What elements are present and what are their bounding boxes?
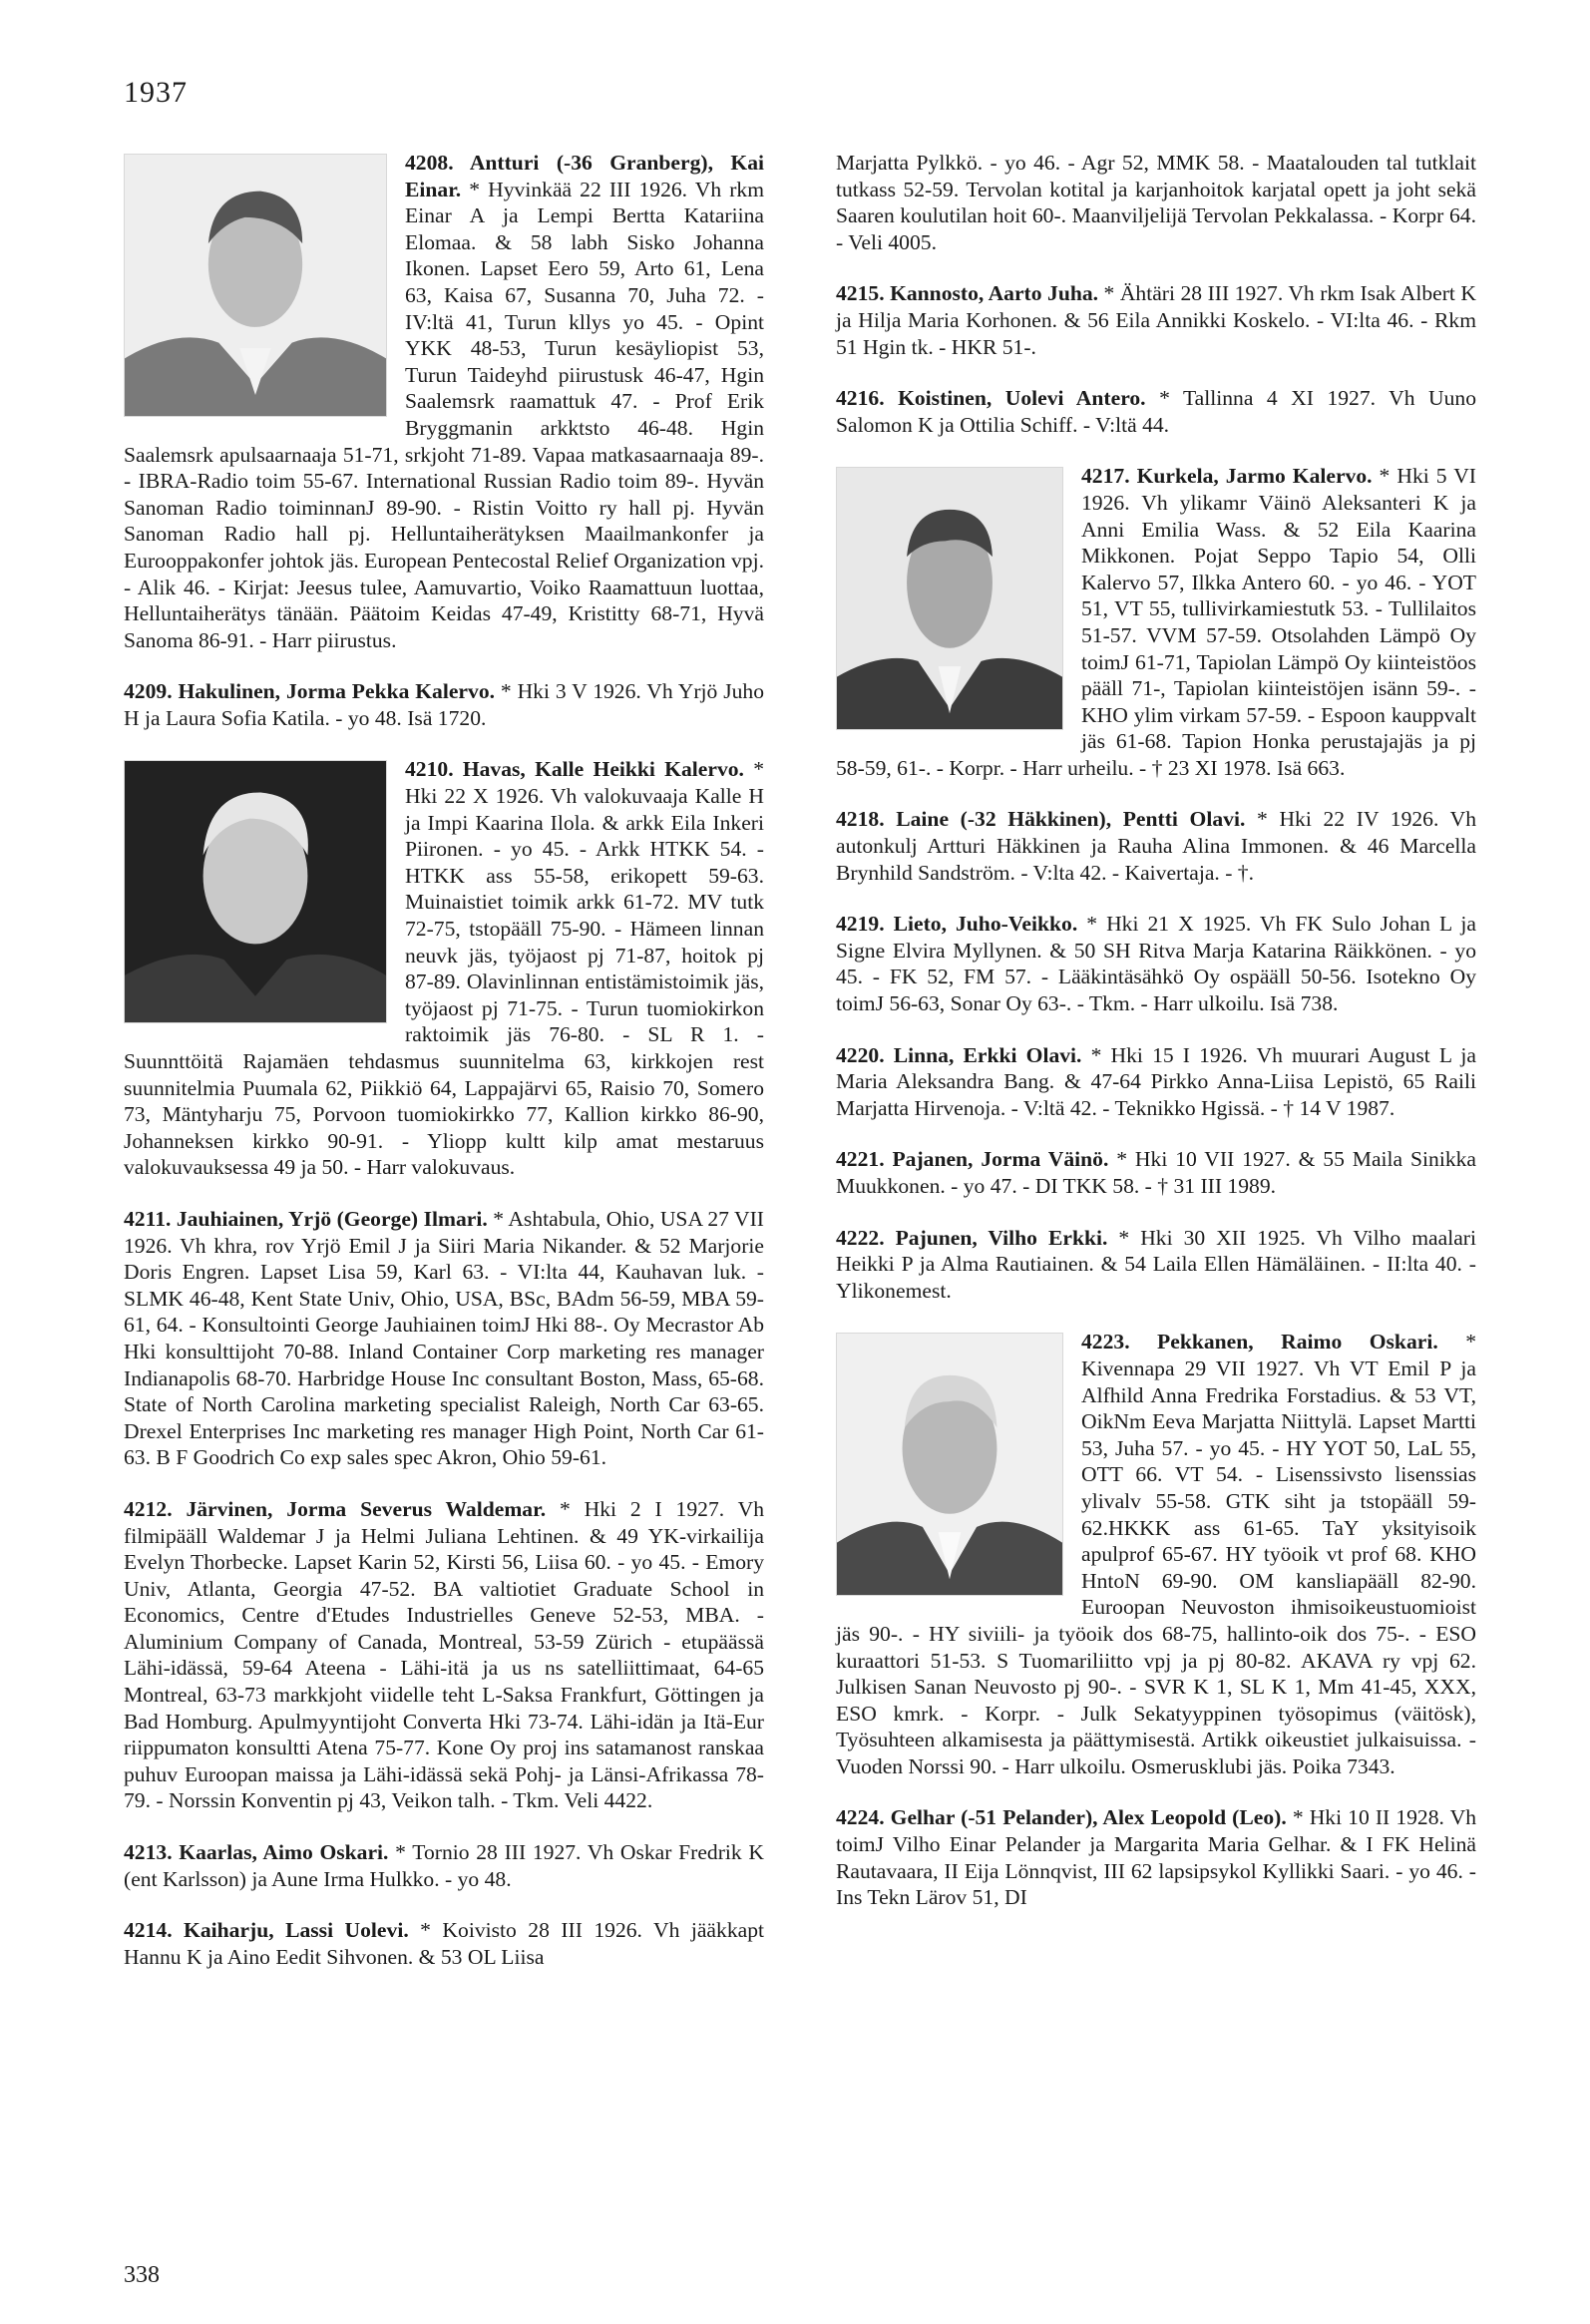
entry-body: * Hki 5 VI 1926. Vh ylikamr Väinö Aleksanteri K ja Anni Emilia Wass. & 52 Eila Kaarina Mikkonen. Pojat Seppo Tapio 54, Olli Kalervo 57, Ilkka Antero 60. - yo 46. - YOT 51, VT 55, tullivirkamiestutk 53. - Tullilaitos 51-57. VVM 57-59. Otsolahden Lämpö Oy toimJ 61-71, Tapiolan Lämpö Oy kiinteistöos pääll 71-, Tapiolan kiinteistöjen isänn 59-. - KHO ylim virkam 57-59. - Espoon kauppvalt jäs 61-68. Tapion Honka perustajajäs ja pj 58-59, 61-. - Korpr. - Harr urheilu. - † 23 XI 1978. Isä 663. bbox=[836, 464, 1476, 780]
entry-4222 bbox=[836, 1225, 1476, 1305]
entry-4217 bbox=[836, 463, 1476, 781]
entry-body: * Ashtabula, Ohio, USA 27 VII 1926. Vh khra, rov Yrjö Emil J ja Siiri Maria Nikander. & 52 Marjorie Doris Engren. Lapset Lisa 59, Karl 63. - VI:lta 44, Kauhavan luk. - SLMK 46-48, Kent State Univ, Ohio, USA, BSc, BAdm 56-59, MBA 59-61, 64. - Konsultointi George Jauhiainen toimJ Hki 88-. Oy Mecrastor Ab Hki konsulttijoht 70-88. Inland Container Corp marketing res manager Indianapolis 68-70. Harbridge House Inc consultant Boston, Mass, 65-68. State of North Carolina marketing specialist Raleigh, North Car 63-65. Drexel Enterprises Inc marketing res manager High Point, North Car 61-63. B F Goodrich Co exp sales spec Akron, Ohio 59-61. bbox=[124, 1206, 764, 1470]
entry-body: * Hki 3 V 1926. Vh Yrjö Juho H ja Laura Sofia Katila. - yo 48. Isä 1720. bbox=[124, 679, 764, 730]
entry-head: 4220. Linna, Erkki Olavi. bbox=[836, 1042, 1082, 1067]
entry-body: * Hki 30 XII 1925. Vh Vilho maalari Heikki P ja Alma Rautiainen. & 54 Laila Ellen Hämäläinen. - II:lta 40. - Ylikonemest. bbox=[836, 1225, 1476, 1303]
entry-body: * Tallinna 4 XI 1927. Vh Uuno Salomon K ja Ottilia Schiff. - V:ltä 44. bbox=[836, 386, 1476, 437]
entry-head: 4215. Kannosto, Aarto Juha. bbox=[836, 281, 1099, 306]
entry-body: * Kivennapa 29 VII 1927. Vh VT Emil P ja Alfhild Anna Fredrika Forstadius. & 53 VT, OikNm Eeva Marjatta Niittylä. Lapset Martti 53, Juha 57. - yo 45. - HY YOT 50, LaL 55, OTT 66. VT 54. - Lisenssivsto lisenssias ylivalv 55-58. GTK siht ja tstopääll 59-62.HKKK ass 61-65. TaY yksityisoik apulprof 65-67. HY työoik vt prof 68. KHO HntoN 69-90. OM kansliapääll 82-90. Euroopan Neuvoston ihmisoikeustuomioist jäs 90-. - HY siviili- ja työoik dos 68-75, hallinto-oik dos 75-. - ESO kuraattori 51-53. S Tuomariliitto vpj ja pj 80-82. AKAVA ry vpj 62. Julkisen Sanan Neuvosto pj 90-. - SVR K 1, SL K 1, Mm 41-45, XXX, ESO kmrk. - Korpr. - Julk Sekatyyppinen työsopimus (väitösk), Työsuhteen alkamisesta ja päättymisestä. Artikk oikeustiet julkaisuissa. - Vuoden Norssi 90. - Harr ulkoilu. Osmerusklubi jäs. Poika 7343. bbox=[836, 1330, 1476, 1778]
entry-body: * Hki 2 I 1927. Vh filmipääll Waldemar J ja Helmi Juliana Lehtinen. & 49 YK-virkailija Evelyn Thorbecke. Lapset Karin 52, Kirsti 56, Liisa 60. - yo 45. - Emory Univ, Atlanta, Georgia 47-52. BA valtiotiet Graduate School in Economics, Centre d'Etudes Industrielles Geneve 52-53, MBA. - Aluminium Company of Canada, Montreal, 53-59 Zürich - etupäässä Lähi-idässä, 59-64 Ateena - Lähi-itä ja us ns satelliittimaat, 64-65 Montreal, 63-73 markkjoht viidelle teht L-Saksa Frankfurt, Göttingen ja Bad Homburg. Apulmyyntijoht Converta Hki 73-74. Lähi-idän ja Itä-Eur riippumaton konsultti Atena 75-77. Kone Oy proj ins satamanost ranskaa puhuv Euroopan maissa ja Lähi-idässä sekä Pohj- ja Länsi-Afrikassa 78-79. - Norssin Konventin pj 43, Veikon talh. - Tkm. Veli 4422. bbox=[124, 1496, 764, 1813]
entry-4220 bbox=[836, 1042, 1476, 1122]
entry-head: 4211. Jauhiainen, Yrjö (George) Ilmari. bbox=[124, 1206, 488, 1231]
right-column bbox=[836, 150, 1476, 1936]
entry-4214 bbox=[124, 1917, 764, 1970]
entry-body: * Hki 10 II 1928. Vh toimJ Vilho Einar Pelander ja Margarita Maria Gelhar. & I FK Helinä Rautavaara, II Eija Lönnqvist, III 62 lapsipsykol Kyllikki Saari. - yo 46. - Ins Tekn Lärov 51, DI bbox=[836, 1805, 1476, 1910]
entry-4221 bbox=[836, 1146, 1476, 1199]
entry-head: 4208. Antturi (-36 Granberg), Kai Einar. bbox=[405, 151, 764, 201]
entry-4215 bbox=[836, 280, 1476, 360]
portrait-photo-4223 bbox=[836, 1333, 1063, 1596]
entry-head: 4219. Lieto, Juho-Veikko. bbox=[836, 912, 1078, 937]
entry-head: 4218. Laine (-32 Häkkinen), Pentti Olavi. bbox=[836, 807, 1246, 832]
entry-4213 bbox=[124, 1839, 764, 1892]
entry-head: 4213. Kaarlas, Aimo Oskari. bbox=[124, 1840, 389, 1865]
entry-4216 bbox=[836, 385, 1476, 438]
entry-head: 4222. Pajunen, Vilho Erkki. bbox=[836, 1225, 1108, 1250]
entry-4210 bbox=[124, 756, 764, 1181]
entry-4209 bbox=[124, 678, 764, 731]
entry-head: 4209. Hakulinen, Jorma Pekka Kalervo. bbox=[124, 679, 496, 704]
entry-body: * Hki 21 X 1925. Vh FK Sulo Johan L ja Signe Elvira Myllynen. & 50 SH Ritva Marja Katarina Räikkönen. - yo 45. - FK 52, FM 57. - Lääkintäsähkö Oy ospääll 50-56. Isotekno Oy toimJ 56-63, Sonar Oy 63-. - Tkm. - Harr ulkoilu. Isä 738. bbox=[836, 912, 1476, 1016]
portrait-photo-4210 bbox=[124, 760, 387, 1023]
entry-head: 4214. Kaiharju, Lassi Uolevi. bbox=[124, 1918, 409, 1943]
entry-4223 bbox=[836, 1329, 1476, 1779]
entry-body: * Hki 22 X 1926. Vh valokuvaaja Kalle H ja Impi Kaarina Ilola. & arkk Eila Inkeri Piironen. - yo 45. - Arkk HTKK 54. - HTKK ass 55-58, erikopett 59-63. Muinaistiet toimik arkk 61-72. MV tutk 72-75, tstopääll 75-90. - Hämeen linnan neuvk jäs, työjaost pj 71-87, hoitok pj 87-89. Olavinlinnan entistämistoimik jäs, työjaost pj 71-75. - Turun tuomiokirkon raktoimik jäs 76-80. - SL R 1. - Suunnttöitä Rajamäen tehdasmus suunnitelma 63, kirkkojen rest suunnitelmia Puumala 62, Piikkiö 64, Lappajärvi 65, Raisio 70, Somero 73, Mäntyharju 75, Porvoon tuomiokirkko 77, Kallion kirkko 86-90, Johanneksen kirkko 90-91. - Yliopp kultt kilp amat mestaruus valokuvauksessa 49 ja 50. - Harr valokuvaus. bbox=[124, 757, 764, 1180]
entry-head: 4212. Järvinen, Jorma Severus Waldemar. bbox=[124, 1496, 547, 1521]
entry-4224 bbox=[836, 1804, 1476, 1910]
entry-head: 4216. Koistinen, Uolevi Antero. bbox=[836, 386, 1146, 411]
entry-4219 bbox=[836, 911, 1476, 1016]
entry-body: * Hyvinkää 22 III 1926. Vh rkm Einar A ja Lempi Bertta Katariina Elomaa. & 58 labh Sisko Johanna Ikonen. Lapset Eero 59, Arto 61, Lena 63, Kaisa 67, Susanna 70, Juha 72. - IV:ltä 41, Turun kllys yo 45. - Opint YKK 48-53, Turun kesäyliopist 53, Turun Taideyhd piirustusk 46-47, Hgin Saalemsrk raamattuk 47. - Prof Erik Bryggmanin arkktsto 46-48. Hgin Saalemsrk apulsaarnaaja 51-71, srkjoht 71-89. Vapaa matkasaarnaaja 89-. - IBRA-Radio toim 55-67. International Russian Radio toim 89-. Hyvän Sanoman Radio toiminnanJ 89-90. - Ristin Voitto ry hall pj. Hyvän Sanoman Radio hall pj. Helluntaiherätyksen Maailmankonfer ja Eurooppakonfer johtok jäs. European Pentecostal Relief Organization vpj. - Alik 46. - Kirjat: Jeesus tulee, Aamuvartio, Voiko Raamattuun luottaa, Helluntaiherätys tänään. Päätoim Keidas 47-49, Kristitty 68-71, Hyvä Sanoma 86-91. - Harr piirustus. bbox=[124, 177, 764, 652]
entry-body: Marjatta Pylkkö. - yo 46. - Agr 52, MMK 58. - Maatalouden tal tutklait tutkass 52-59. Tervolan kotital ja karjanhoitok karjatal opett ja joht sekä Saaren koulutilan hoit 60-. Maanviljelijä Tervolan Pekkalassa. - Korpr 64. - Veli 4005. bbox=[836, 151, 1476, 254]
entry-4212 bbox=[124, 1496, 764, 1814]
running-head-year: 1937 bbox=[124, 76, 188, 109]
entry-head: 4223. Pekkanen, Raimo Oskari. bbox=[1081, 1330, 1438, 1355]
entry-head: 4210. Havas, Kalle Heikki Kalervo. bbox=[405, 757, 744, 782]
entry-head: 4217. Kurkela, Jarmo Kalervo. bbox=[1081, 464, 1373, 489]
entry-body: * Ähtäri 28 III 1927. Vh rkm Isak Albert K ja Hilja Maria Korhonen. & 56 Eila Annikki Koskelo. - VI:lta 46. - Rkm 51 Hgin tk. - HKR 51-. bbox=[836, 281, 1476, 359]
entry-4218 bbox=[836, 806, 1476, 886]
entry-body: * Tornio 28 III 1927. Vh Oskar Fredrik K (ent Karlsson) ja Aune Irma Hulkko. - yo 48. bbox=[124, 1840, 764, 1891]
entry-head: 4224. Gelhar (-51 Pelander), Alex Leopold (Leo). bbox=[836, 1805, 1287, 1830]
entry-body: * Hki 15 I 1926. Vh muurari August L ja Maria Aleksandra Bang. & 47-64 Pirkko Anna-Liisa Lepistö, 65 Raili Marjatta Hirvenoja. - V:ltä 42. - Teknikko Hgissä. - † 14 V 1987. bbox=[836, 1042, 1476, 1120]
left-column bbox=[124, 150, 764, 1995]
entry-4211 bbox=[124, 1206, 764, 1471]
portrait-photo-4208 bbox=[124, 154, 387, 417]
entry-body: * Hki 22 IV 1926. Vh autonkulj Artturi Häkkinen ja Rauha Alina Immonen. & 46 Marcella Brynhild Sandström. - V:lta 42. - Kaivertaja. - †. bbox=[836, 807, 1477, 885]
portrait-photo-4217 bbox=[836, 467, 1063, 730]
entry-4208 bbox=[124, 150, 764, 653]
page-number: 338 bbox=[124, 2262, 160, 2288]
entry-body: * Koivisto 28 III 1926. Vh jääkkapt Hannu K ja Aino Eedit Sihvonen. & 53 OL Liisa bbox=[124, 1918, 764, 1969]
entry-body: * Hki 10 VII 1927. & 55 Maila Sinikka Muukkonen. - yo 47. - DI TKK 58. - † 31 III 1989. bbox=[836, 1147, 1476, 1198]
entry-head: 4221. Pajanen, Jorma Väinö. bbox=[836, 1147, 1109, 1172]
entry-4214-continued bbox=[836, 150, 1476, 255]
